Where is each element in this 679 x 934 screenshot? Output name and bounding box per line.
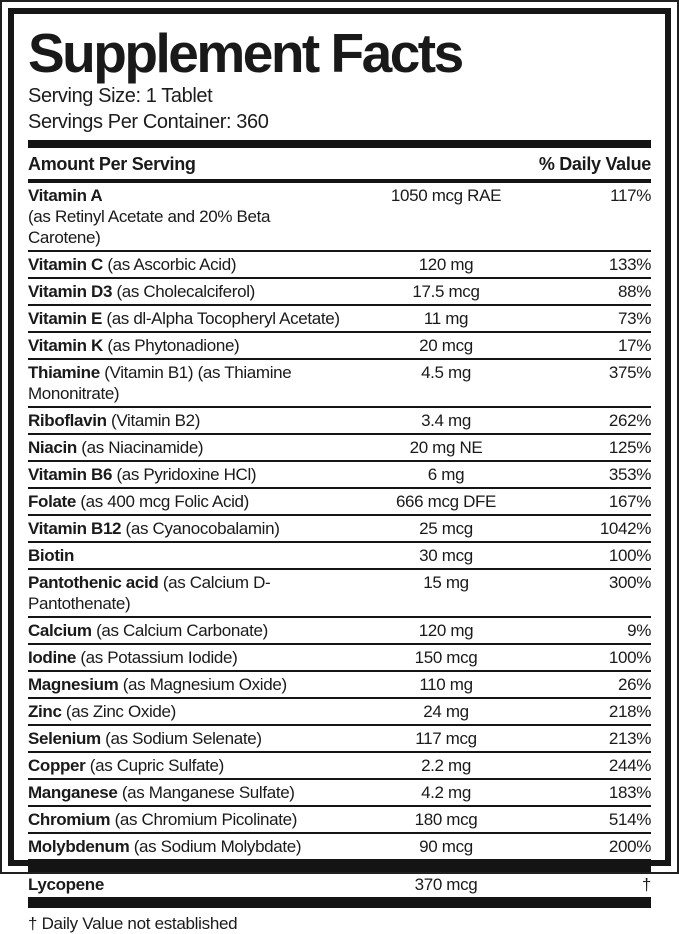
nutrient-row <box>28 834 651 861</box>
nutrient-source-detail: (as Magnesium Oxide) <box>122 675 287 694</box>
nutrient-name-cell <box>28 874 341 895</box>
header-top-divider-bar <box>28 140 651 148</box>
nutrient-row <box>28 489 651 516</box>
nutrient-name: Vitamin A <box>28 186 103 205</box>
nutrient-amount: 150 mcg <box>414 648 478 667</box>
daily-value-header: % Daily Value <box>538 154 651 174</box>
amount-per-serving-header: Amount Per Serving <box>28 154 196 174</box>
nutrient-amount: 180 mcg <box>414 810 478 829</box>
nutrient-source-detail: (as Chromium Picolinate) <box>114 810 298 829</box>
other-ingredient-rows <box>28 872 651 897</box>
nutrient-amount: 1050 mcg RAE <box>390 186 502 205</box>
nutrient-row <box>28 726 651 753</box>
nutrient-name: Lycopene <box>28 875 104 894</box>
nutrient-name: Molybdenum <box>28 837 130 856</box>
nutrient-row <box>28 408 651 435</box>
nutrient-amount: 4.5 mg <box>421 363 471 382</box>
nutrient-source-detail: (as Pyridoxine HCl) <box>116 465 257 484</box>
nutrient-daily-value: 133% <box>608 255 651 274</box>
nutrient-amount: 666 mcg DFE <box>395 492 497 511</box>
nutrient-name: Vitamin B12 <box>28 519 122 538</box>
nutrient-name: Selenium <box>28 729 101 748</box>
nutrient-amount: 4.2 mg <box>421 783 471 802</box>
nutrient-source-detail: (as Ascorbic Acid) <box>107 255 237 274</box>
nutrient-name-cell <box>28 410 341 431</box>
nutrient-amount: 17.5 mcg <box>412 282 480 301</box>
nutrient-daily-value: 100% <box>608 648 651 667</box>
nutrient-source-detail: (as Niacinamide) <box>81 438 204 457</box>
nutrient-name: Manganese <box>28 783 118 802</box>
nutrient-name-cell <box>28 545 341 566</box>
nutrient-daily-value: 167% <box>608 492 651 511</box>
nutrient-name-cell <box>28 809 341 830</box>
nutrient-daily-value: 262% <box>608 411 651 430</box>
nutrient-source-detail: (as Sodium Selenate) <box>105 729 262 748</box>
nutrient-daily-value: 100% <box>608 546 651 565</box>
nutrient-amount: 120 mg <box>418 255 474 274</box>
nutrient-name: Copper <box>28 756 86 775</box>
section-divider-bar-top <box>28 861 651 872</box>
nutrient-daily-value: 73% <box>618 309 651 328</box>
nutrient-name: Calcium <box>28 621 92 640</box>
nutrient-source-detail: (as Cholecalciferol) <box>116 282 255 301</box>
nutrient-name: Vitamin D3 <box>28 282 113 301</box>
nutrient-source-detail: (as Calcium D-Pantothenate) <box>28 573 271 613</box>
nutrient-name-cell <box>28 782 341 803</box>
nutrient-name: Niacin <box>28 438 77 457</box>
nutrient-row <box>28 699 651 726</box>
nutrient-amount: 90 mcg <box>419 837 473 856</box>
nutrient-source-detail: (Vitamin B2) <box>111 411 201 430</box>
supplement-facts-label <box>8 8 671 933</box>
nutrient-row <box>28 645 651 672</box>
table-header-row <box>28 148 651 183</box>
nutrient-daily-value: † <box>641 875 651 894</box>
nutrient-name-cell <box>28 620 341 641</box>
nutrient-amount: 110 mg <box>419 675 473 694</box>
nutrient-daily-value: 218% <box>608 702 651 721</box>
nutrient-name: Vitamin B6 <box>28 465 113 484</box>
nutrient-row <box>28 872 651 897</box>
daily-value-footnote: † Daily Value not established <box>28 914 238 933</box>
nutrient-row <box>28 570 651 618</box>
nutrient-row <box>28 279 651 306</box>
nutrient-name: Chromium <box>28 810 111 829</box>
nutrient-name: Iodine <box>28 648 76 667</box>
nutrient-name-cell <box>28 254 341 275</box>
nutrient-row <box>28 252 651 279</box>
nutrient-amount: 25 mcg <box>419 519 473 538</box>
nutrient-name: Folate <box>28 492 76 511</box>
nutrient-daily-value: 117% <box>610 186 651 205</box>
nutrient-row <box>28 333 651 360</box>
nutrient-amount: 20 mg NE <box>409 438 483 457</box>
nutrient-name: Thiamine <box>28 363 100 382</box>
nutrient-amount: 6 mg <box>427 465 465 484</box>
nutrient-amount: 24 mg <box>423 702 469 721</box>
nutrient-name-cell <box>28 281 341 302</box>
nutrient-daily-value: 244% <box>608 756 651 775</box>
nutrient-source-detail: (as Sodium Molybdate) <box>133 837 302 856</box>
nutrient-name: Magnesium <box>28 675 119 694</box>
nutrient-amount: 3.4 mg <box>421 411 471 430</box>
nutrient-source-detail: (as Potassium Iodide) <box>80 648 238 667</box>
nutrient-name-cell <box>28 755 341 776</box>
nutrient-name-cell <box>28 518 341 539</box>
nutrient-name-cell <box>28 464 341 485</box>
nutrient-row <box>28 753 651 780</box>
nutrient-source-detail: (as Zinc Oxide) <box>65 702 176 721</box>
nutrient-row <box>28 435 651 462</box>
nutrient-source-detail: (as Calcium Carbonate) <box>96 621 268 640</box>
nutrient-row <box>28 360 651 408</box>
nutrient-name: Zinc <box>28 702 62 721</box>
nutrient-row <box>28 516 651 543</box>
nutrient-name: Vitamin E <box>28 309 103 328</box>
nutrient-daily-value: 1042% <box>599 519 651 538</box>
nutrient-name-cell <box>28 335 341 356</box>
nutrient-name-cell <box>28 437 341 458</box>
nutrient-source-detail: (as Cupric Sulfate) <box>89 756 224 775</box>
nutrient-amount: 370 mcg <box>414 875 478 894</box>
nutrient-row <box>28 306 651 333</box>
nutrient-source-detail: (as Phytonadione) <box>107 336 240 355</box>
nutrient-amount: 2.2 mg <box>421 756 471 775</box>
nutrient-source-detail-line2: (as Retinyl Acetate and 20% Beta Carotene) <box>28 207 271 247</box>
label-title: Supplement Facts <box>28 22 462 84</box>
nutrient-row <box>28 672 651 699</box>
nutrient-name-cell <box>28 674 341 695</box>
nutrient-daily-value: 375% <box>608 363 651 382</box>
servings-per-container-text: Servings Per Container: 360 <box>28 111 269 133</box>
nutrient-daily-value: 17% <box>618 336 651 355</box>
nutrient-name-cell <box>28 836 341 857</box>
serving-size-text: Serving Size: 1 Tablet <box>28 85 213 107</box>
nutrient-daily-value: 353% <box>608 465 651 484</box>
nutrient-source-detail: (as 400 mcg Folic Acid) <box>80 492 249 511</box>
nutrient-name: Vitamin C <box>28 255 103 274</box>
nutrient-amount: 20 mcg <box>419 336 473 355</box>
nutrient-source-detail: (as Manganese Sulfate) <box>121 783 295 802</box>
nutrient-name: Biotin <box>28 546 75 565</box>
nutrient-row <box>28 183 651 252</box>
nutrient-name-cell <box>28 701 341 722</box>
nutrient-name-cell <box>28 185 341 248</box>
nutrient-daily-value: 300% <box>608 573 651 592</box>
nutrient-daily-value: 514% <box>608 810 651 829</box>
nutrient-daily-value: 213% <box>608 729 651 748</box>
nutrient-daily-value: 26% <box>618 675 651 694</box>
nutrient-daily-value: 183% <box>608 783 651 802</box>
nutrient-daily-value: 88% <box>618 282 651 301</box>
nutrient-name-cell <box>28 308 341 329</box>
nutrient-source-detail: (Vitamin B1) (as Thiamine Mononitrate) <box>28 363 292 403</box>
nutrient-source-detail: (as dl-Alpha Tocopheryl Acetate) <box>106 309 340 328</box>
nutrient-daily-value: 9% <box>627 621 651 640</box>
nutrient-row <box>28 780 651 807</box>
nutrient-name: Riboflavin <box>28 411 107 430</box>
nutrient-amount: 30 mcg <box>419 546 473 565</box>
nutrient-name: Vitamin K <box>28 336 103 355</box>
nutrient-name-cell <box>28 728 341 749</box>
nutrient-name-cell <box>28 491 341 512</box>
nutrient-name-cell <box>28 647 341 668</box>
nutrient-row <box>28 618 651 645</box>
nutrient-amount: 117 mcg <box>415 729 477 748</box>
nutrient-daily-value: 200% <box>608 837 651 856</box>
section-divider-bar-bottom <box>28 897 651 908</box>
nutrient-row <box>28 543 651 570</box>
nutrient-name: Pantothenic acid <box>28 573 159 592</box>
nutrient-amount: 120 mg <box>418 621 474 640</box>
nutrient-amount: 15 mg <box>423 573 469 592</box>
nutrient-rows <box>28 183 651 861</box>
nutrient-daily-value: 125% <box>608 438 651 457</box>
nutrient-name-cell <box>28 572 341 614</box>
nutrient-amount: 11 mg <box>423 309 469 328</box>
nutrient-name-cell <box>28 362 341 404</box>
nutrient-row <box>28 807 651 834</box>
nutrient-row <box>28 462 651 489</box>
nutrient-source-detail: (as Cyanocobalamin) <box>125 519 280 538</box>
